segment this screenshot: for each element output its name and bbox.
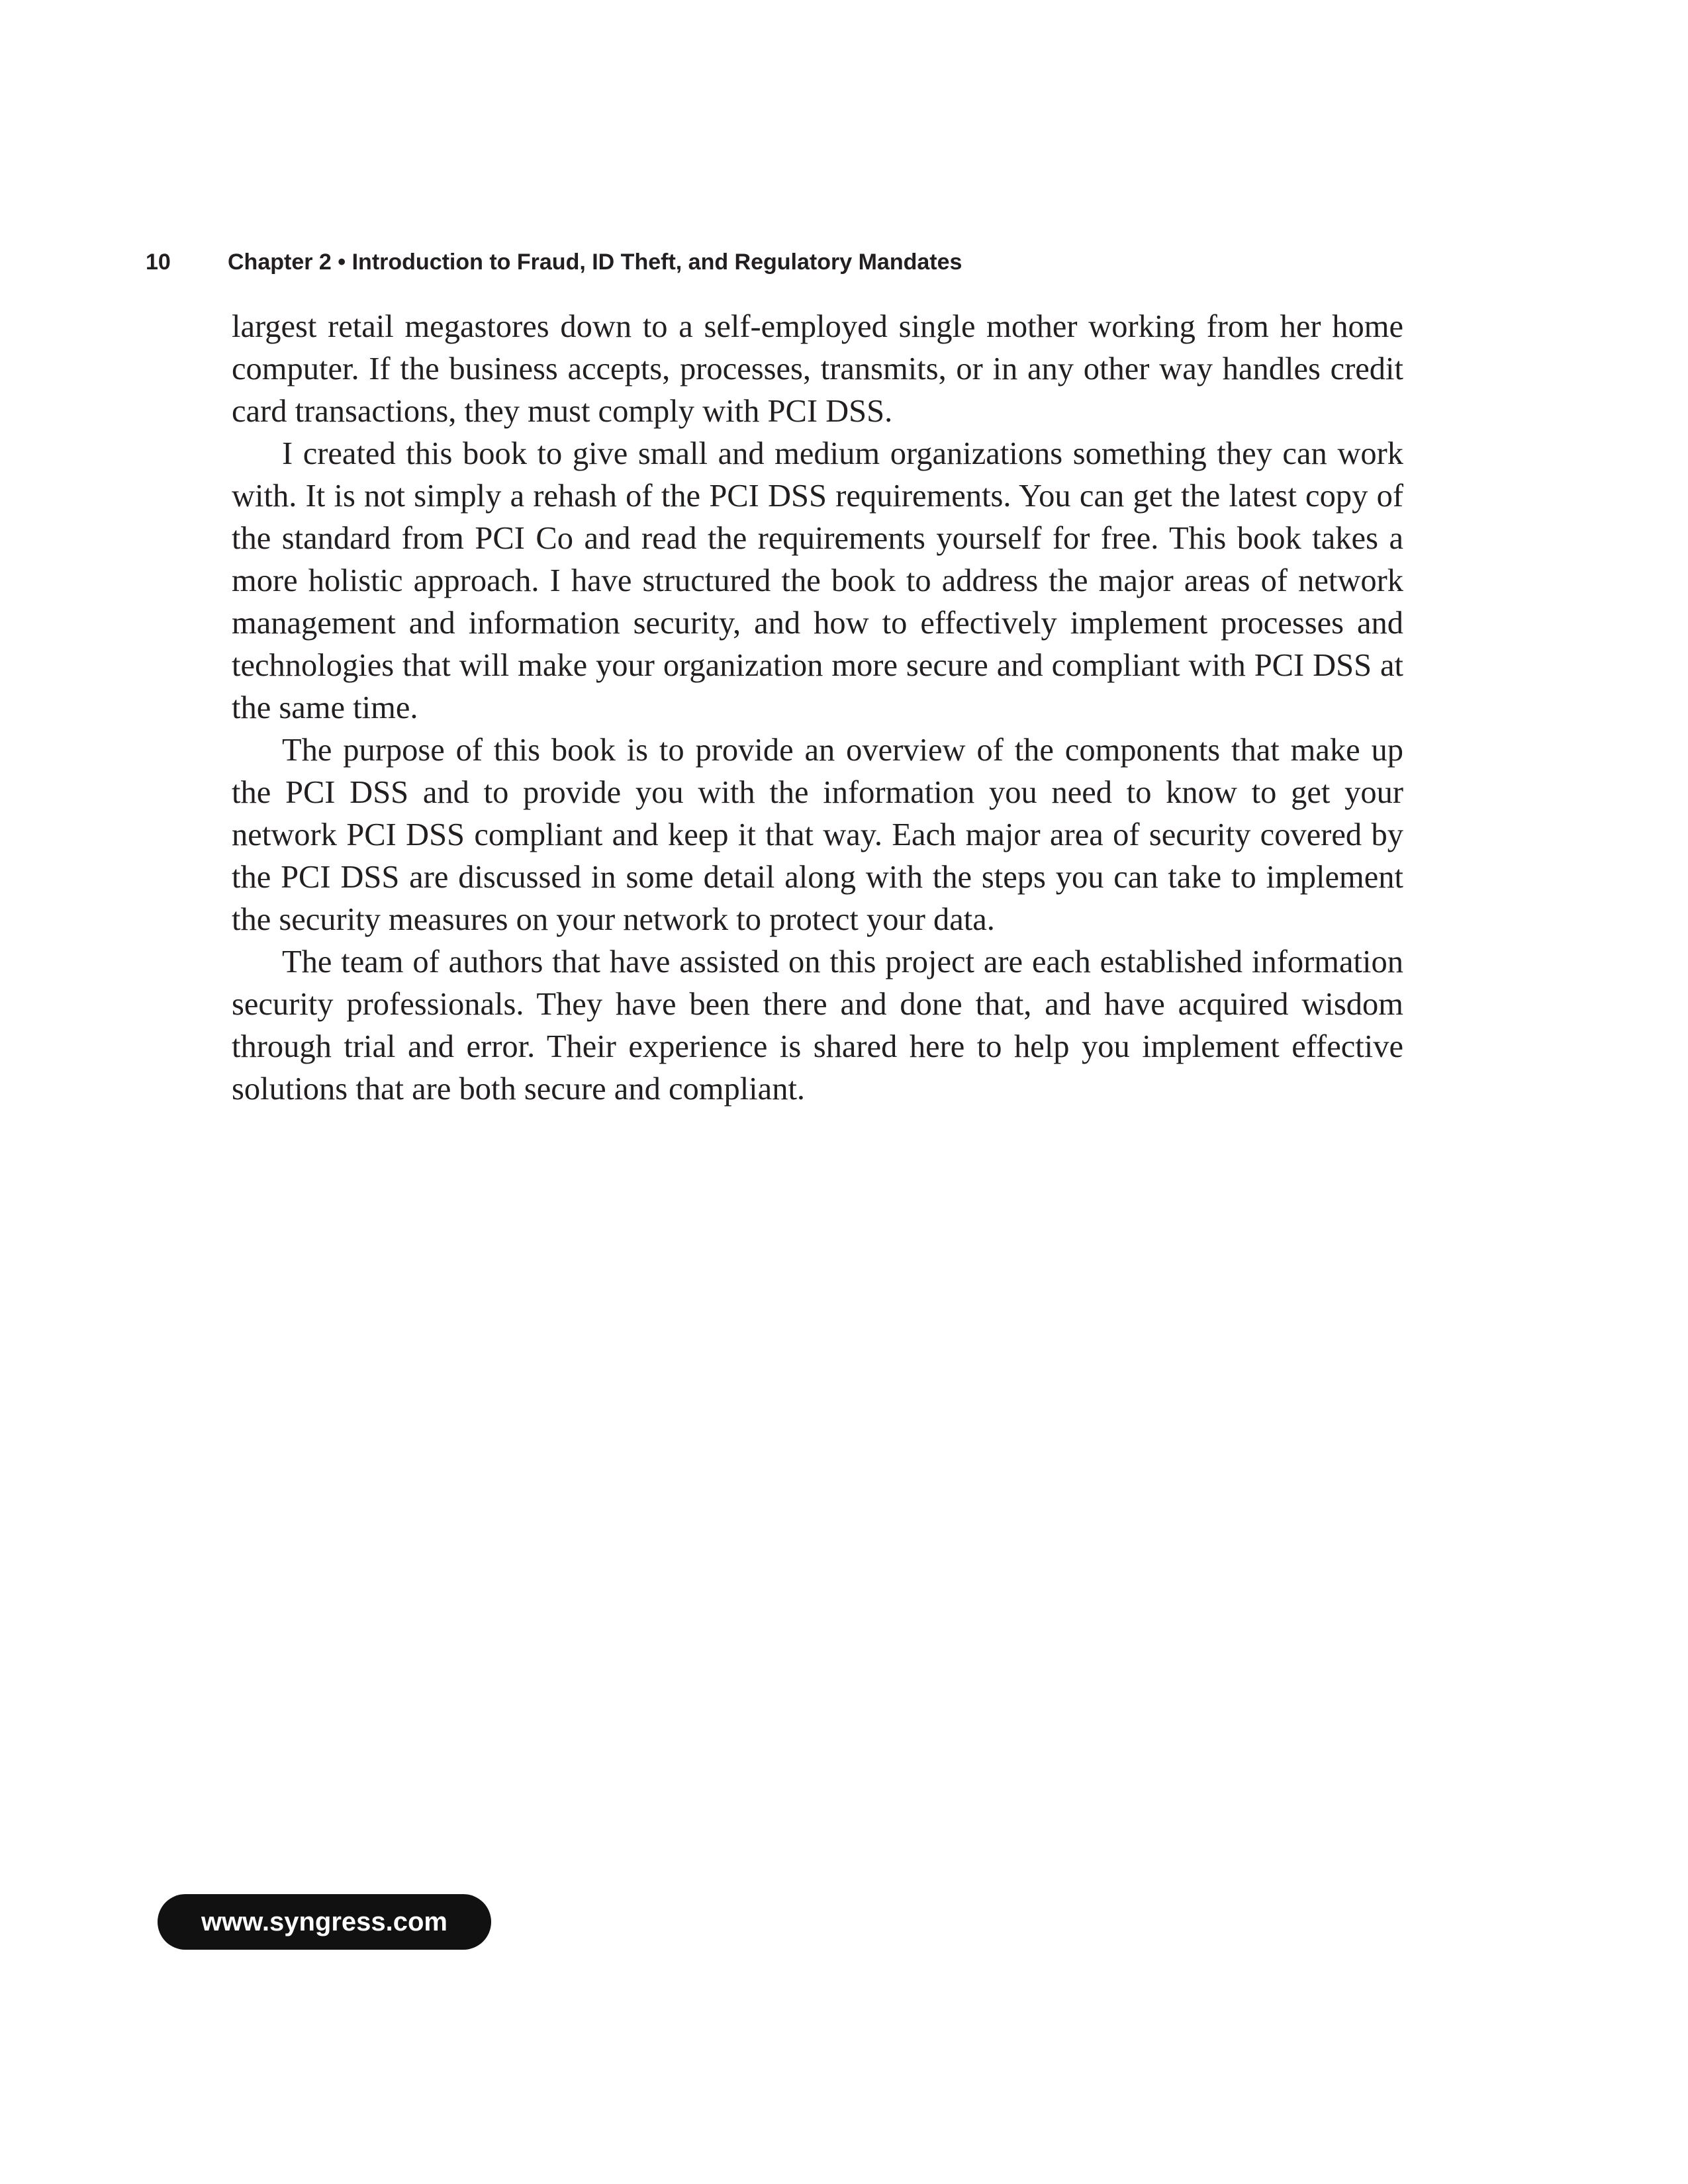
body-text (232, 306, 1403, 1111)
paragraph: The team of authors that have assisted on this project are each established information security professionals. They have been there and done that, and have acquired wisdom through trial and error. Their experience is shared here to help you implement effective solutions that are both secure and compliant. (232, 944, 1403, 1107)
paragraph: largest retail megastores down to a self-employed single mother working from her home computer. If the business accepts, processes, transmits, or in any other way handles credit card transactions, they must comply with PCI DSS. (232, 309, 1403, 429)
publisher-url-badge: www.syngress.com (158, 1894, 491, 1950)
paragraph: The purpose of this book is to provide an overview of the components that make up the PCI DSS and to provide you with the information you need to know to get your network PCI DSS compliant and keep it that way. Each major area of security covered by the PCI DSS are discussed in some detail along with the steps you can take to implement the security measures on your network to protect your data. (232, 733, 1403, 937)
paragraph: I created this book to give small and medium organizations something they can work with. It is not simply a rehash of the PCI DSS requirements. You can get the latest copy of the standard from PCI Co and read the requirements yourself for free. This book takes a more holistic approach. I have structured the book to address the major areas of network management and information security, and how to effectively implement processes and technologies that will make your organization more secure and compliant with PCI DSS at the same time. (232, 436, 1403, 725)
running-head: Chapter 2 • Introduction to Fraud, ID Theft, and Regulatory Mandates (228, 250, 962, 275)
page-header (146, 246, 1403, 278)
page-number: 10 (146, 250, 171, 275)
